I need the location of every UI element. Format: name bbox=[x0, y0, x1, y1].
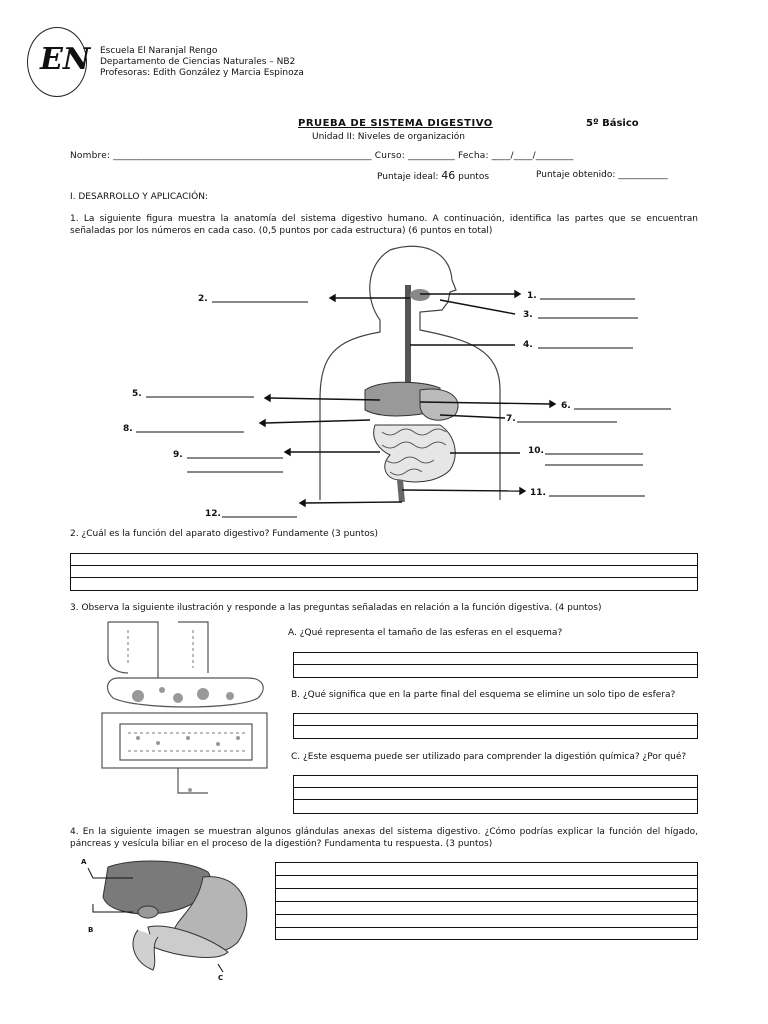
label-6: 6. bbox=[561, 401, 571, 411]
label-9: 9. bbox=[173, 450, 183, 460]
teachers: Profesoras: Edith González y Marcia Espinoza bbox=[100, 68, 304, 78]
torso-outline-left bbox=[320, 250, 390, 500]
label-10: 10. bbox=[528, 446, 544, 456]
scheme-tube-left bbox=[108, 622, 158, 678]
label-5: 5. bbox=[132, 389, 142, 399]
question-4: 4. En la siguiente imagen se muestran algunos glándulas anexas del sistema digestivo. ¿Cómo podrías explicar la función del hígado, páncreas y vesícula biliar en el proceso de la digestión? Fundamenta tu respuesta. (3 puntos) bbox=[70, 827, 698, 849]
logo-letters: EN bbox=[40, 42, 91, 77]
question-1: 1. La siguiente figura muestra la anatomía del sistema digestivo humano. A continuación, identifica las partes que se encuentran señaladas por los números en cada caso. (0,5 puntos por cada estructura) (6 puntos en total) bbox=[70, 214, 698, 236]
score-ideal-unit: puntos bbox=[458, 172, 490, 182]
answer-box-q2[interactable] bbox=[70, 553, 698, 591]
label-8: 8. bbox=[123, 424, 133, 434]
school-logo bbox=[27, 27, 91, 97]
digestive-system-diagram bbox=[120, 240, 700, 525]
glands-diagram bbox=[78, 852, 263, 982]
gland-label-a: A bbox=[81, 858, 87, 866]
mouth bbox=[410, 289, 430, 301]
school-name: Escuela El Naranjal Rengo bbox=[100, 46, 218, 56]
unit-line: Unidad II: Niveles de organización bbox=[312, 132, 465, 142]
score-obtained[interactable]: Puntaje obtenido: ___________ bbox=[536, 170, 668, 180]
scheme-tube-right bbox=[178, 622, 208, 673]
section-title: I. DESARROLLO Y APLICACIÓN: bbox=[70, 192, 208, 202]
scheme-spheres bbox=[132, 687, 240, 792]
small-intestine bbox=[374, 425, 456, 482]
duodenum bbox=[133, 930, 158, 970]
diagram-number-labels bbox=[123, 291, 571, 519]
score-ideal bbox=[377, 170, 489, 183]
school-info bbox=[100, 46, 304, 79]
scheme-stomach bbox=[108, 678, 264, 707]
question-3a: A. ¿Qué representa el tamaño de las esferas en el esquema? bbox=[288, 628, 563, 638]
question-3c: C. ¿Este esquema puede ser utilizado para comprender la digestión química? ¿Por qué? bbox=[291, 752, 687, 762]
scheme-intestine-inner bbox=[120, 724, 252, 760]
label-2: 2. bbox=[198, 294, 208, 304]
gallbladder bbox=[138, 906, 158, 918]
score-ideal-label: Puntaje ideal: bbox=[377, 172, 439, 182]
label-11: 11. bbox=[530, 488, 546, 498]
digestion-scheme-diagram bbox=[98, 618, 273, 800]
label-7: 7. bbox=[506, 414, 516, 424]
score-ideal-value: 46 bbox=[441, 169, 456, 182]
test-grade: 5º Básico bbox=[586, 118, 639, 129]
answer-box-q4[interactable] bbox=[275, 862, 698, 940]
label-3: 3. bbox=[523, 310, 533, 320]
department: Departamento de Ciencias Naturales – NB2 bbox=[100, 57, 296, 67]
label-12: 12. bbox=[205, 509, 221, 519]
answer-box-q3c[interactable] bbox=[293, 775, 698, 814]
gland-label-c: C bbox=[218, 974, 224, 982]
rectum bbox=[400, 480, 402, 502]
answer-box-q3a[interactable] bbox=[293, 652, 698, 678]
scheme-flow-lines bbox=[128, 630, 246, 751]
question-3b: B. ¿Qué significa que en la parte final del esquema se elimine un solo tipo de esfera? bbox=[291, 690, 676, 700]
answer-box-q3b[interactable] bbox=[293, 713, 698, 739]
gland-label-b: B bbox=[88, 926, 94, 934]
label-1: 1. bbox=[527, 291, 537, 301]
label-4: 4. bbox=[523, 340, 533, 350]
question-3: 3. Observa la siguiente ilustración y responde a las preguntas señaladas en relación a la función digestiva. (4 puntos) bbox=[70, 603, 602, 613]
test-title: PRUEBA DE SISTEMA DIGESTIVO bbox=[298, 118, 493, 129]
scheme-exit bbox=[178, 768, 208, 793]
name-line[interactable]: Nombre: _______________________________________________________ Curso: __________ Fecha: ____/____/________ bbox=[70, 151, 574, 161]
question-2: 2. ¿Cuál es la función del aparato digestivo? Fundamente (3 puntos) bbox=[70, 529, 378, 539]
